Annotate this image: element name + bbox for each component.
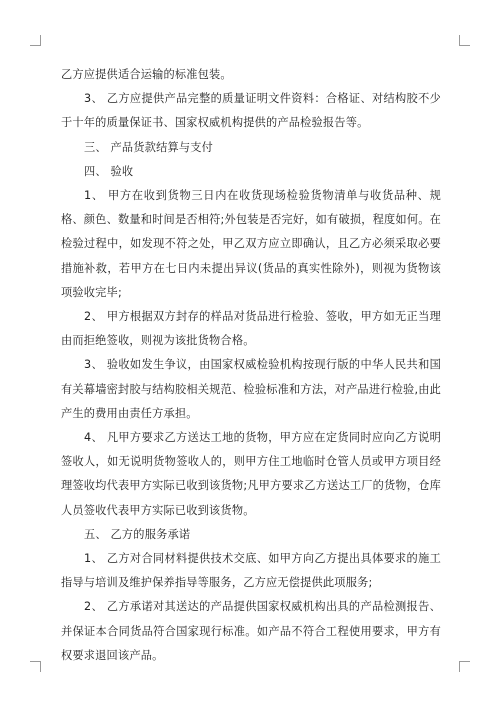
paragraph-packaging: 乙方应提供适合运输的标准包装。 — [61, 68, 232, 81]
paragraph-service-1: 1、 乙方对合同材料提供技术交底、如甲方向乙方提出具体要求的施工指导与培训及维护保养指导等服务，乙方应无偿提供此项服务; — [61, 552, 441, 590]
crop-mark-top-right — [459, 35, 470, 46]
paragraph-acceptance-4: 4、 凡甲方要求乙方送达工地的货物，甲方应在定货同时应向乙方说明签收人，如无说明货物签收人的，则甲方住工地临时仓管人员或甲方项目经理签收均代表甲方实际已收到该货物;凡甲方要求乙方送达工厂的货物，仓库人员签收代表甲方实际已收到该货物。 — [61, 431, 441, 517]
document-body — [61, 63, 441, 668]
crop-mark-top-left — [30, 35, 41, 46]
section-heading-payment: 三、 产品货款结算与支付 — [84, 140, 214, 154]
paragraph-acceptance-1: 1、 甲方在收到货物三日内在收货现场检验货物清单与收货品种、规格、颜色、数量和时间是否相符;外包装是否完好，如有破损，程度如何。在检验过程中，如发现不符之处，甲乙双方应立即确认，且乙方必须采取必要措施补救，若甲方在七日内未提出异议(货品的真实性除外)，则视为货物该项验收完毕; — [61, 189, 441, 299]
paragraph-acceptance-3: 3、 验收如发生争议，由国家权威检验机构按现行版的中华人民共和国有关幕墙密封胶与结构胶相关规范、检验标准和方法，对产品进行检验,由此产生的费用由责任方承担。 — [61, 358, 441, 420]
crop-mark-bottom-left — [30, 661, 41, 672]
paragraph-service-2: 2、 乙方承诺对其送达的产品提供国家权威机构出具的产品检测报告、并保证本合同货品符合国家现行标准。如产品不符合工程使用要求，甲方有权要求退回该产品。 — [61, 600, 441, 662]
crop-mark-bottom-right — [459, 661, 470, 672]
paragraph-quality-docs: 3、 乙方应提供产品完整的质量证明文件资料：合格证、对结构胶不少于十年的质量保证书、国家权威机构提供的产品检验报告等。 — [61, 92, 441, 130]
paragraph-acceptance-2: 2、 甲方根据双方封存的样品对货品进行检验、签收，甲方如无正当理由而拒绝签收，则视为该批货物合格。 — [61, 310, 441, 348]
section-heading-acceptance: 四、 验收 — [84, 164, 134, 178]
section-heading-service: 五、 乙方的服务承诺 — [84, 527, 191, 541]
